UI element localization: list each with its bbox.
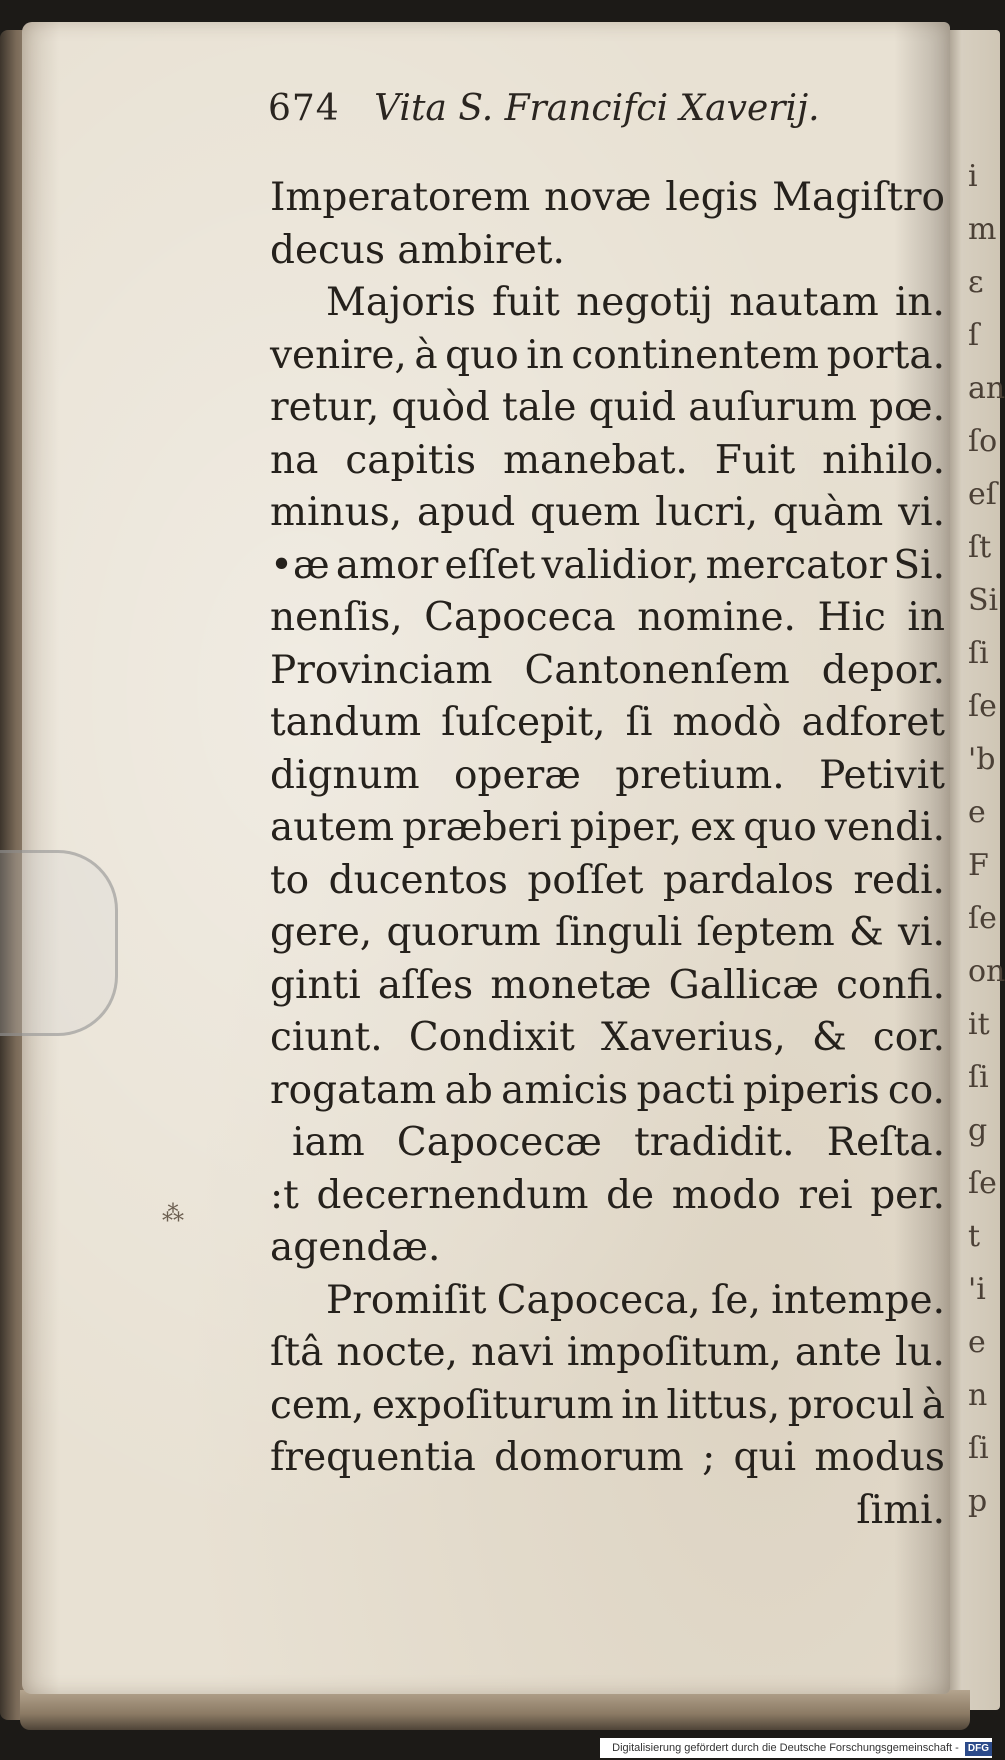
next-page-glyph: ſi [968,1060,989,1095]
text-word: impoſitum, [566,1330,782,1375]
text-word: Fuit [714,437,796,483]
text-line [270,1222,945,1275]
text-word: Reſta. [826,1120,945,1165]
text-word: ducentos [328,857,508,903]
text-word: Imperatorem [270,175,531,220]
text-line [270,855,945,908]
text-line [270,1485,945,1538]
text-word: pacti [636,1067,735,1113]
text-line [270,1117,945,1170]
text-word: Magiſtro [772,175,945,220]
next-page-glyph: ſi [968,636,989,671]
text-word: rogatam [270,1067,437,1113]
text-word: to [270,857,310,903]
text-line [270,960,945,1013]
text-word: negotij [576,280,714,325]
text-line [270,592,945,645]
text-word: quo [445,332,519,378]
text-line [270,1170,945,1223]
text-word: poſſet [527,857,644,903]
text-line [270,382,945,435]
text-line [270,697,945,750]
credit-text: Digitalisierung gefördert durch die Deutsche Forschungsgemeinschaft - [612,1742,959,1754]
digitization-credit [600,1738,992,1758]
text-word: Capocecæ [396,1120,602,1165]
text-word: frequentia [270,1435,476,1480]
next-page-glyph: g [968,1113,988,1148]
text-word: nihilo. [822,437,945,483]
text-line [270,1275,945,1328]
text-line [270,750,945,803]
text-word: nocte, [336,1330,458,1375]
text-word: agendæ. [270,1225,441,1270]
text-word: decus ambiret. [270,227,565,273]
text-word: intempe. [771,1277,945,1323]
text-word: operæ [454,752,581,798]
text-word: :t [270,1172,299,1218]
text-word: redi. [853,857,945,903]
text-line [270,435,945,488]
body-text [270,172,945,1537]
text-word: monetæ [490,962,652,1008]
text-line [270,172,945,225]
text-word: quàm [772,490,884,535]
text-word: ſuſcepit, [441,700,606,745]
text-word: præberi [402,805,562,850]
next-page-glyph: ſe [968,1166,997,1201]
text-word: ſeptem [696,910,835,955]
text-word: dignum [270,752,420,798]
text-word: ſimi. [856,1487,945,1533]
text-word: adforet [801,700,945,745]
next-page-glyph: m [968,212,997,247]
text-line [270,645,945,698]
next-page-glyph: ſo [968,424,998,459]
text-line [270,225,945,278]
text-word: eſſet [444,542,536,588]
text-word: tradidit. [634,1120,795,1165]
text-word: autem [270,805,395,850]
text-word: novæ [544,175,652,220]
text-word: minus, [270,490,403,535]
text-word: Promiſit [326,1277,487,1323]
next-page-glyph: 'i [968,1272,986,1307]
text-line [270,330,945,383]
text-word: quorum [386,910,541,955]
text-word: cor. [872,1015,945,1060]
page-number: 674 [268,88,340,129]
text-word: & [812,1015,847,1060]
text-line [270,1065,945,1118]
text-word: in. [894,280,945,325]
text-word: ginti [270,962,361,1008]
next-page-glyph: ſ [968,318,980,353]
next-page-glyph: 'b [968,742,996,777]
text-word: auſurum [688,385,857,430]
text-word: Si. [893,542,945,588]
text-word: confi. [836,962,945,1008]
text-word: ante [794,1330,882,1375]
text-word: aſſes [377,962,474,1008]
text-word: Capoceca, [496,1277,701,1323]
next-page-glyph: e [968,795,986,830]
next-page-glyph: i [968,159,978,194]
text-line [270,487,945,540]
text-line [270,1432,945,1485]
text-word: Petivit [819,752,945,798]
text-word: cem, [270,1382,365,1428]
text-line [270,1380,945,1433]
text-word: Xaverius, [601,1015,786,1060]
next-page-glyph: ſe [968,689,997,724]
text-line [270,802,945,855]
text-word: ; [702,1435,716,1480]
text-word: vendi. [824,805,945,850]
text-word: in [907,595,945,640]
page-block-bottom [20,1690,970,1730]
text-word: capitis [345,437,477,483]
next-page-glyph: p [968,1484,988,1519]
text-word: legis [665,175,759,220]
text-word: vi. [898,910,945,955]
text-word: amicis [501,1067,629,1113]
text-word: apud [416,490,516,535]
text-word: per. [870,1172,945,1218]
text-word: quid [588,385,677,430]
text-word: modus [814,1435,945,1480]
next-page-glyph: Si [968,583,999,618]
text-word: co. [887,1067,945,1113]
text-word: pardalos [662,857,834,903]
text-word: Condixit [408,1015,575,1060]
next-page-glyph: ε [968,265,984,300]
next-page-glyph: an [968,371,1005,406]
text-word: tale [502,385,577,430]
text-word: ſi [625,700,653,745]
text-word: piper, [569,805,682,850]
next-page-glyph: F [968,848,989,883]
text-word: validior, [541,542,700,588]
text-word: nautam [729,280,879,325]
ink-smudge: ⁂ [162,1202,184,1227]
dfg-logo: DFG [965,1742,992,1756]
text-word: de [606,1172,655,1218]
text-word: mercator [705,542,888,588]
text-word: continentem [571,332,820,378]
text-word: Provinciam [270,647,493,693]
text-word: navi [470,1330,554,1375]
next-page-glyph: eſ [968,477,997,512]
text-word: à [414,332,438,378]
text-word: na [270,437,319,483]
text-word: Gallicæ [668,962,819,1008]
text-word: gere, [270,910,373,955]
next-page-glyph: ſe [968,901,997,936]
next-page-glyph: n [968,1378,988,1413]
text-word: rei [798,1172,853,1218]
next-page-glyph: ſt [968,530,992,565]
text-word: littus, [666,1382,781,1428]
text-word: depor. [821,647,945,693]
text-word: lucri, [655,490,759,535]
text-line [270,1327,945,1380]
text-word: •æ [270,542,330,588]
text-word: nomine. [637,595,796,640]
text-word: retur, [270,385,380,430]
text-word: pretium. [615,752,785,798]
text-word: venire, [270,332,407,378]
text-line [270,907,945,960]
next-page-glyph: ſi [968,1431,989,1466]
text-word: porta. [826,332,945,378]
text-word: quòd [391,385,490,430]
text-word: ſinguli [555,910,683,955]
text-word: iam [292,1120,365,1165]
text-word: piperis [742,1067,880,1113]
next-page-glyph: t [968,1219,981,1254]
text-word: à [921,1382,945,1428]
text-word: ſe, [710,1277,761,1323]
text-word: domorum [494,1435,684,1480]
running-header [268,88,868,148]
text-word: modo [671,1172,781,1218]
text-word: Hic [817,595,886,640]
text-word: Capoceca [424,595,616,640]
text-word: in [621,1382,659,1428]
next-page-glyph: it [968,1007,990,1042]
text-line [270,277,945,330]
text-word: quo [743,805,817,850]
text-word: procul [787,1382,915,1428]
text-word: amor [335,542,439,588]
text-word: pœ. [869,385,945,430]
text-line [270,1012,945,1065]
text-word: ex [690,805,736,850]
text-word: expoſiturum [371,1382,614,1428]
text-word: fuit [492,280,560,325]
next-page-fragments [968,150,1005,1528]
text-word: in [526,332,564,378]
text-word: tandum [270,700,422,745]
text-word: vi. [898,490,945,535]
text-word: ſtâ [270,1330,324,1375]
text-word: & [849,910,884,955]
text-line [270,540,945,593]
page-clip [0,850,118,1036]
text-word: ab [444,1067,493,1113]
text-word: manebat. [503,437,688,483]
text-word: decernendum [316,1172,589,1218]
text-word: qui [733,1435,797,1480]
text-word: Majoris [326,280,476,325]
text-word: lu. [894,1330,945,1375]
text-word: nenſis, [270,595,403,640]
next-page-glyph: e [968,1325,986,1360]
text-word: ciunt. [270,1015,383,1060]
text-word: Cantonenſem [524,647,790,693]
running-title: Vita S. Francifci Xaverij. [374,88,820,129]
text-word: modò [672,700,782,745]
text-word: quem [530,490,641,535]
next-page-glyph: on [968,954,1005,989]
